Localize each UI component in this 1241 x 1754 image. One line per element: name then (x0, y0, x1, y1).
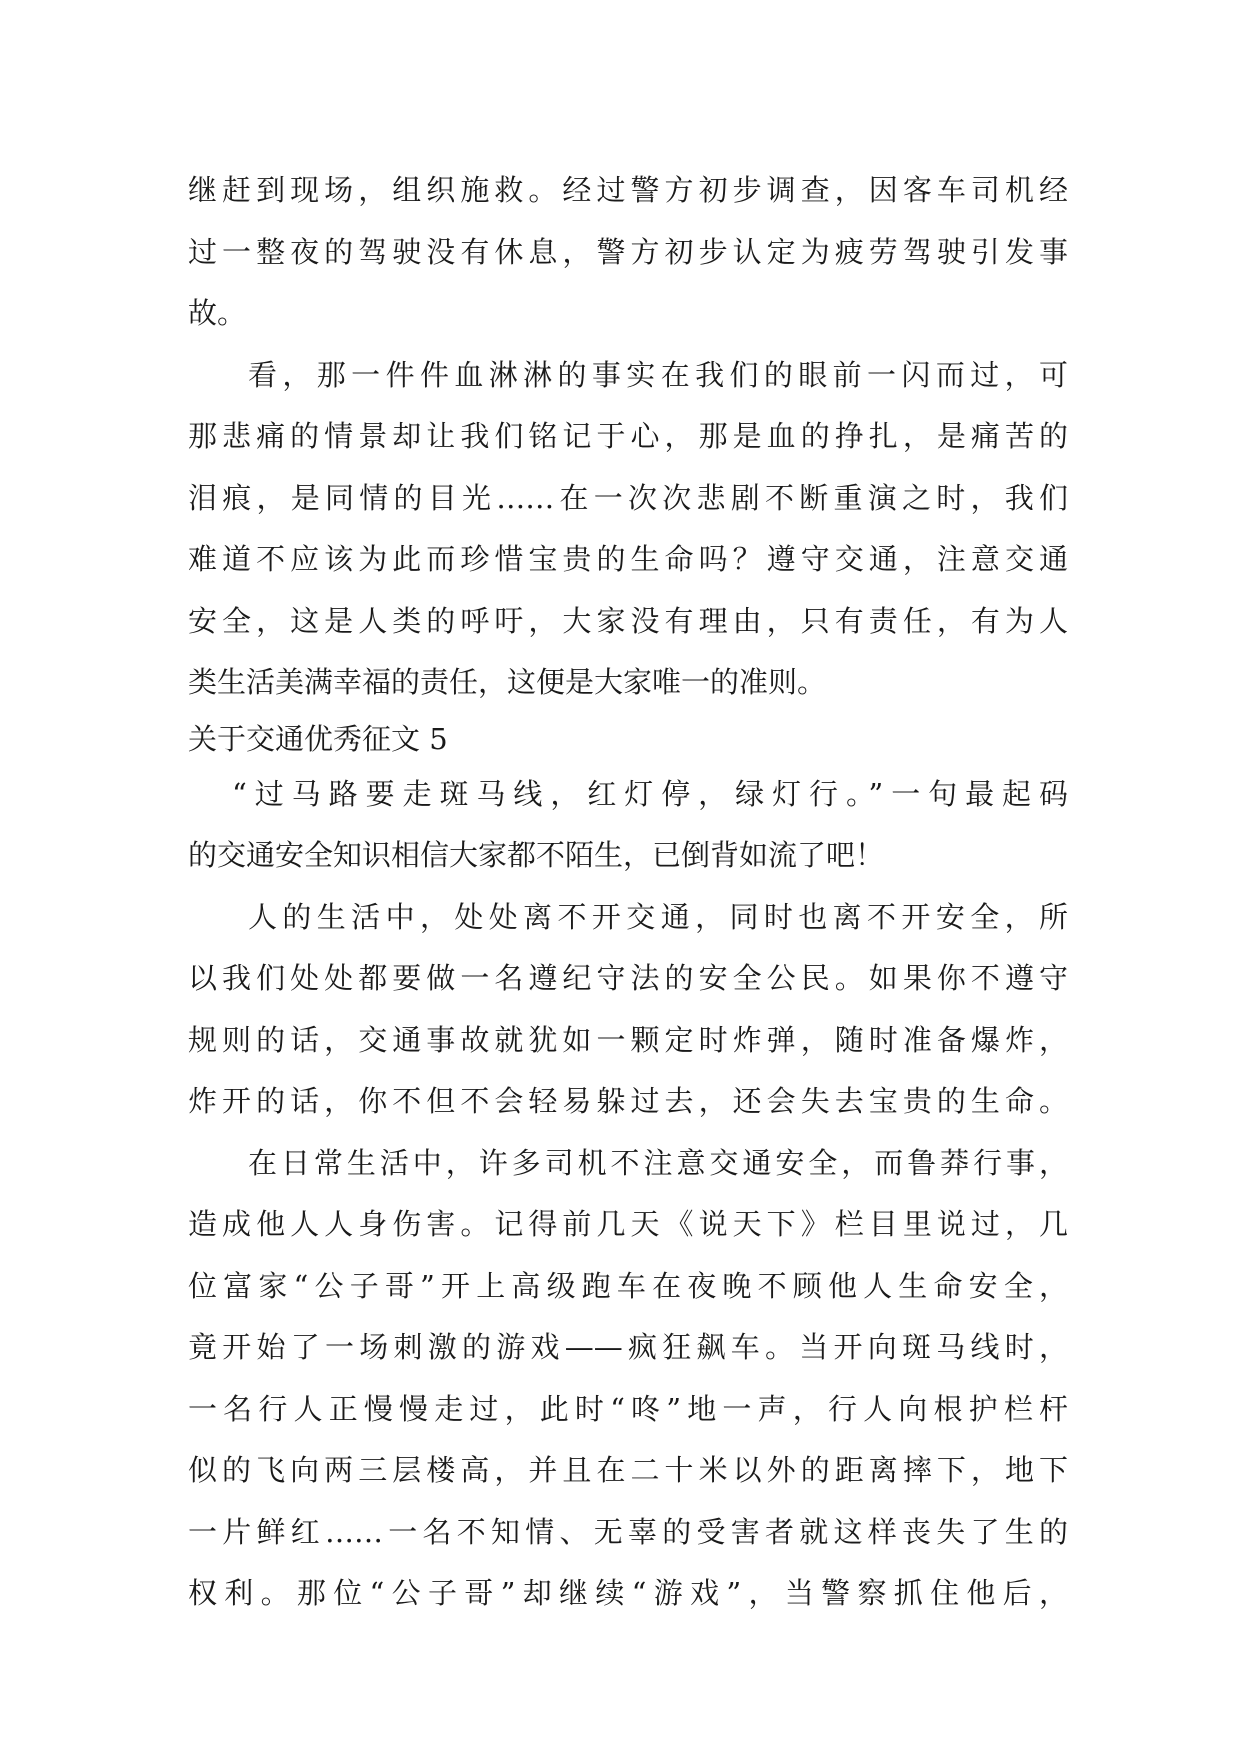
text-line: 在日常生活中，许多司机不注意交通安全，而鲁莽行事， (248, 1145, 1068, 1180)
text-line: 一片鲜红……一名不知情、无辜的受害者就这样丧失了生的 (188, 1514, 1068, 1549)
text-line: 继赶到现场，组织施救。经过警方初步调查，因客车司机经 (188, 173, 1068, 207)
text-line: 类生活美满幸福的责任，这便是大家唯一的准则。 (188, 665, 827, 699)
text-line: 竟开始了一场刺激的游戏——疯狂飙车。当开向斑马线时， (188, 1330, 1068, 1364)
section-heading: 关于交通优秀征文 5 (188, 721, 448, 756)
text-line: 权利。那位“公子哥”却继续“游戏”，当警察抓住他后， (188, 1576, 1068, 1610)
text-line: 造成他人人身伤害。记得前几天《说天下》栏目里说过，几 (188, 1207, 1068, 1241)
text-line: 一名行人正慢慢走过，此时“咚”地一声，行人向根护栏杆 (188, 1391, 1068, 1426)
text-line: 难道不应该为此而珍惜宝贵的生命吗？遵守交通，注意交通 (188, 542, 1068, 576)
text-line: “过马路要走斑马线，红灯停，绿灯行。”一句最起码 (232, 776, 1068, 811)
text-line: 人的生活中，处处离不开交通，同时也离不开安全，所 (248, 899, 1068, 934)
text-line: 看，那一件件血淋淋的事实在我们的眼前一闪而过，可 (248, 357, 1068, 392)
text-line: 的交通安全知识相信大家都不陌生，已倒背如流了吧！ (188, 838, 885, 872)
text-line: 位富家“公子哥”开上高级跑车在夜晚不顾他人生命安全， (188, 1268, 1068, 1303)
text-line: 似的飞向两三层楼高，并且在二十米以外的距离摔下，地下 (188, 1453, 1068, 1487)
text-line: 泪痕，是同情的目光……在一次次悲剧不断重演之时，我们 (188, 480, 1068, 515)
text-line: 以我们处处都要做一名遵纪守法的安全公民。如果你不遵守 (188, 961, 1068, 995)
text-line: 故。 (188, 296, 247, 330)
text-line: 那悲痛的情景却让我们铭记于心，那是血的挣扎，是痛苦的 (188, 419, 1068, 453)
text-line: 炸开的话，你不但不会轻易躲过去，还会失去宝贵的生命。 (188, 1084, 1068, 1118)
document-body (188, 160, 1068, 1625)
text-line: 规则的话，交通事故就犹如一颗定时炸弹，随时准备爆炸， (188, 1022, 1068, 1057)
text-line: 安全，这是人类的呼吁，大家没有理由，只有责任，有为人 (188, 603, 1068, 638)
text-line: 过一整夜的驾驶没有休息，警方初步认定为疲劳驾驶引发事 (188, 234, 1068, 269)
